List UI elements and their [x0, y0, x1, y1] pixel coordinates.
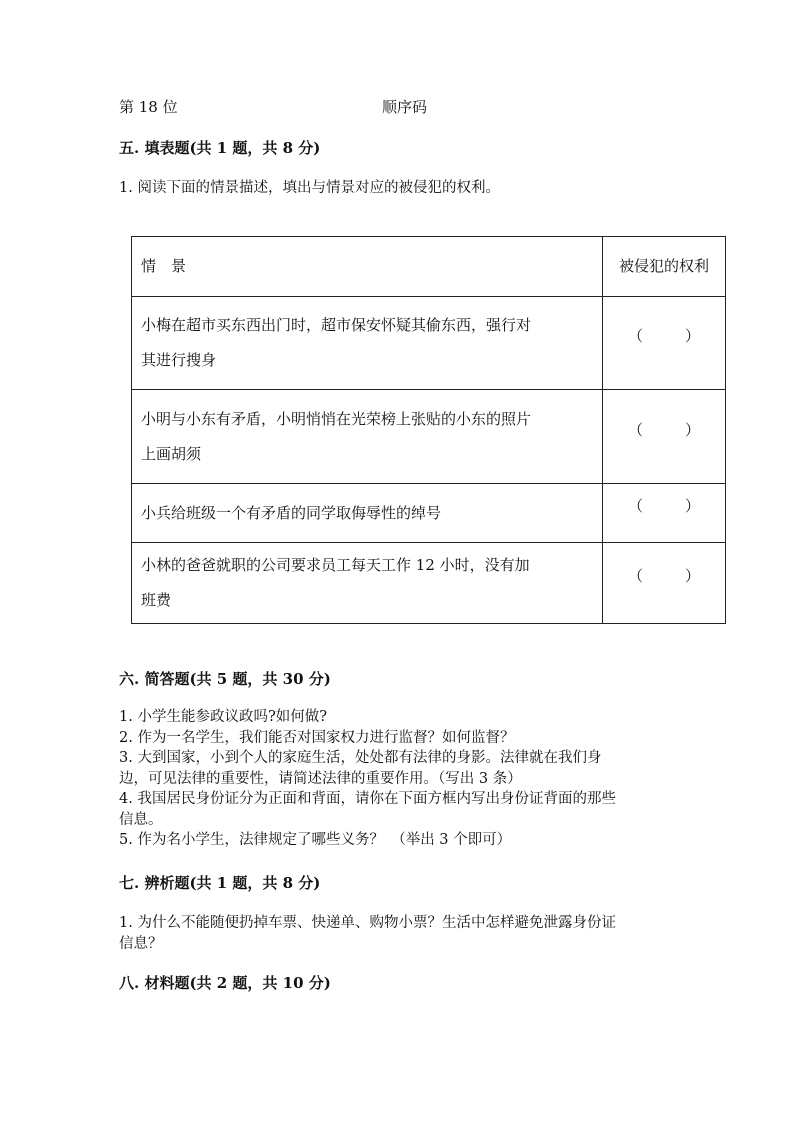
header-situation: 情 景	[132, 237, 603, 297]
question-line: 信息。	[119, 811, 163, 828]
situation-line: 小明与小东有矛盾，小明悄悄在光荣榜上张贴的小东的照片	[141, 409, 532, 428]
answer-cell[interactable]	[603, 297, 726, 390]
section-7-title: 七. 辨析题(共 1 题，共 8 分)	[119, 874, 321, 892]
answer-open-paren: （	[628, 327, 644, 345]
situation-line: 上画胡须	[141, 444, 202, 463]
situation-line: 班费	[141, 591, 172, 609]
header-violated-right: 被侵犯的权利	[603, 237, 726, 297]
situation-table	[131, 236, 726, 624]
answer-open-paren: （	[628, 497, 644, 515]
section-8-title: 八. 材料题(共 2 题，共 10 分)	[119, 974, 331, 992]
section-6-questions	[119, 707, 679, 851]
table-row	[132, 297, 726, 390]
order-code-label: 顺序码	[382, 98, 428, 116]
section-6-title: 六. 简答题(共 5 题，共 30 分)	[119, 670, 331, 688]
section-5-title: 五. 填表题(共 1 题，共 8 分)	[119, 139, 321, 157]
section-7-question-line: 信息？	[119, 936, 163, 952]
section-5-question: 1. 阅读下面的情景描述，填出与情景对应的被侵犯的权利。	[119, 180, 500, 196]
question-line: 2. 作为一名学生，我们能否对国家权力进行监督？如何监督？	[119, 729, 515, 746]
question-line: 5. 作为名小学生，法律规定了哪些义务？ （举出 3 个即可）	[119, 832, 512, 848]
answer-close-paren: ）	[684, 420, 700, 439]
situation-cell	[132, 484, 603, 543]
question-line: 边，可见法律的重要性，请简述法律的重要作用。（写出 3 条）	[119, 770, 522, 787]
answer-close-paren: ）	[684, 327, 700, 345]
position-label: 第 18 位	[119, 98, 178, 116]
section-7-question-line: 1. 为什么不能随便扔掉车票、快递单、购物小票？生活中怎样避免泄露身份证	[119, 915, 616, 931]
situation-line: 小梅在超市买东西出门时，超市保安怀疑其偷东西，强行对	[141, 316, 532, 334]
answer-close-paren: ）	[684, 497, 700, 515]
table-row	[132, 484, 726, 543]
answer-open-paren: （	[628, 567, 644, 585]
answer-close-paren: ）	[684, 567, 700, 585]
situation-cell	[132, 543, 603, 624]
situation-cell	[132, 297, 603, 390]
situation-cell	[132, 390, 603, 484]
question-line: 4. 我国居民身份证分为正面和背面，请你在下面方框内写出身份证背面的那些	[119, 791, 616, 807]
situation-line: 小林的爸爸就职的公司要求员工每天工作 12 小时，没有加	[141, 556, 530, 574]
table-header-row	[132, 237, 726, 297]
answer-cell[interactable]	[603, 484, 726, 543]
situation-line: 其进行搜身	[141, 351, 217, 369]
answer-open-paren: （	[628, 420, 644, 439]
table-row	[132, 543, 726, 624]
answer-cell[interactable]	[603, 543, 726, 624]
question-line: 3. 大到国家，小到个人的家庭生活，处处都有法律的身影。法律就在我们身	[119, 750, 602, 766]
situation-line: 小兵给班级一个有矛盾的同学取侮辱性的绰号	[141, 503, 442, 522]
answer-cell[interactable]	[603, 390, 726, 484]
table-row	[132, 390, 726, 484]
question-line: 1. 小学生能参政议政吗?如何做?	[119, 709, 327, 725]
